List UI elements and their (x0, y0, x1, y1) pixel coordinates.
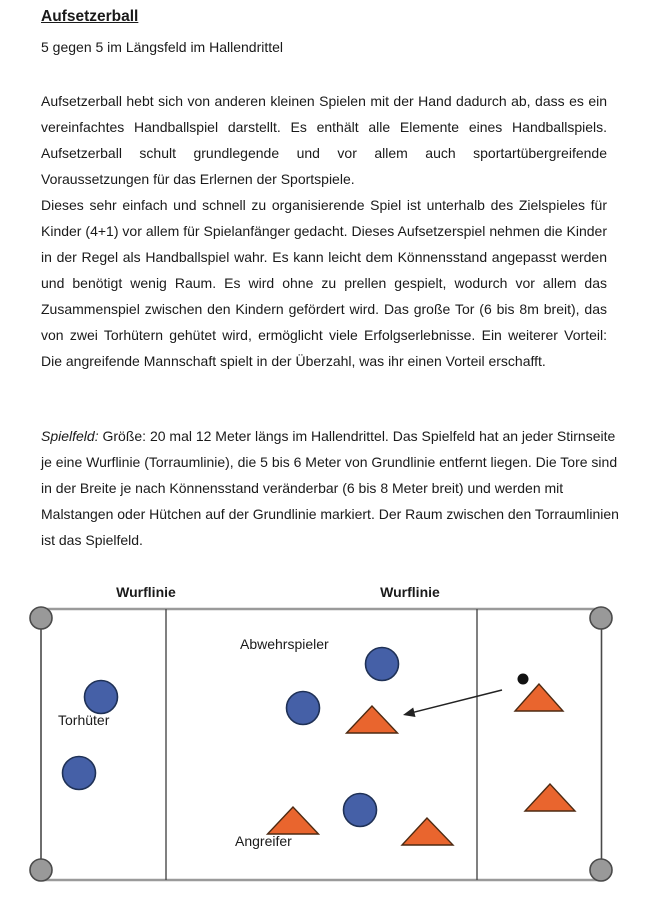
paragraph-intro: Aufsetzerball hebt sich von anderen kleinen Spielen mit der Hand dadurch ab, dass es ein vereinfachtes Handballspiel darstellt. Es enthält alle Elemente eines Handballspiels. Aufsetzerball schult grundlegende und vor allem auch sportartübergreifende Voraussetzungen für das Erlernen der Sportspiele. (41, 93, 607, 187)
attacker-triangle (402, 818, 453, 845)
defender-circle (287, 692, 320, 725)
wurflinie-right-label: Wurflinie (380, 584, 440, 600)
corner-post (30, 607, 52, 629)
defender-circle (344, 794, 377, 827)
wurflinie-left-label: Wurflinie (116, 584, 176, 600)
goalkeeper-circle (63, 757, 96, 790)
spielfeld-paragraph (41, 423, 619, 553)
corner-post (30, 859, 52, 881)
abwehrspieler-label: Abwehrspieler (240, 636, 329, 652)
torhueter-label: Torhüter (58, 712, 110, 728)
paragraph-description: Dieses sehr einfach und schnell zu organisierende Spiel ist unterhalb des Zielspieles für Kinder (4+1) vor allem für Spielanfänger gedacht. Dieses Aufsetzerspiel nehmen die Kinder in der Regel als Handballspiel wahr. Es kann leicht dem Könnensstand angepasst werden und benötigt wenig Raum. Es wird ohne zu prellen gespielt, wodurch vor allem das Zusammenspiel zwischen den Kindern gefördert wird. Das große Tor (6 bis 8m breit), das von zwei Torhütern gehütet wird, ermöglicht viele Erfolgserlebnisse. Ein weiterer Vorteil: Die angreifende Mannschaft spielt in der Überzahl, was ihr einen Vorteil erschafft. (41, 197, 607, 369)
angreifer-label: Angreifer (235, 833, 292, 849)
page-subtitle: 5 gegen 5 im Längsfeld im Hallendrittel (41, 39, 284, 55)
spielfeld-diagram (0, 570, 650, 900)
attacker-triangle (347, 706, 398, 733)
body-text (41, 88, 607, 374)
pass-arrow-head (403, 708, 416, 718)
corner-post (590, 607, 612, 629)
pass-arrow-line (410, 690, 502, 713)
spielfeld-text: Größe: 20 mal 12 Meter längs im Hallendrittel. Das Spielfeld hat an jeder Stirnseite je eine Wurflinie (Torraumlinie), die 5 bis 6 Meter von Grundlinie entfernt liegen. Die Tore sind in der Breite je nach Könnensstand veränderbar (6 bis 8 Meter breit) und werden mit Malstangen oder Hütchen auf der Grundlinie markiert. Der Raum zwischen den Torraumlinien ist das Spielfeld. (41, 428, 619, 548)
attacker-triangle (525, 784, 575, 811)
ball-dot (518, 674, 529, 685)
page-title: Aufsetzerball (41, 8, 139, 25)
field-svg (0, 570, 650, 900)
spielfeld-label: Spielfeld: (41, 428, 99, 444)
defender-circle (366, 648, 399, 681)
corner-post (590, 859, 612, 881)
attacker-triangle (268, 807, 319, 834)
attacker-triangle (515, 684, 563, 711)
goalkeeper-circle (85, 681, 118, 714)
